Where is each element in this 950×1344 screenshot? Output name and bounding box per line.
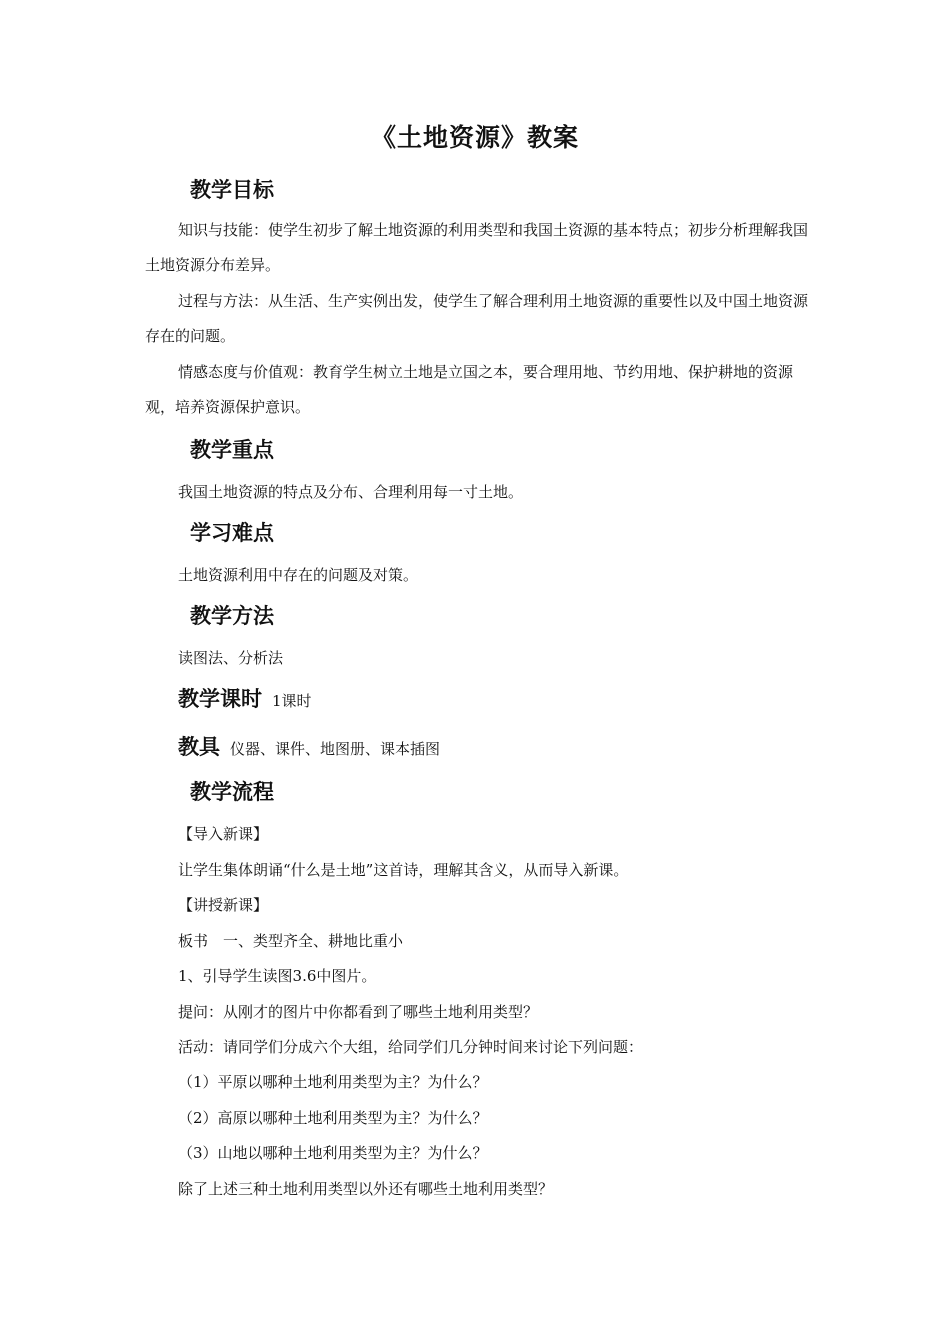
heading-key-points: 教学重点 <box>190 438 274 462</box>
flow-q1: （1）平原以哪种土地利用类型为主？为什么？ <box>178 1073 488 1091</box>
heading-objectives: 教学目标 <box>190 178 274 202</box>
objective-knowledge: 知识与技能：使学生初步了解土地资源的利用类型和我国土资源的基本特点；初步分析理解我国土地资源分布差异。 <box>145 221 809 274</box>
heading-hours <box>178 683 312 713</box>
flow-activity: 活动：请同学们分成六个大组，给同学们几分钟时间来讨论下列问题： <box>178 1038 644 1056</box>
flow-extra: 除了上述三种土地利用类型以外还有哪些土地利用类型？ <box>178 1180 554 1198</box>
tools-text: 仪器、课件、地图册、课本插图 <box>230 740 441 758</box>
flow-q2: （2）高原以哪种土地利用类型为主？为什么？ <box>178 1109 488 1127</box>
flow-board: 板书 一、类型齐全、耕地比重小 <box>178 932 404 950</box>
flow-question: 提问：从刚才的图片中你都看到了哪些土地利用类型？ <box>178 1003 539 1021</box>
hours-label: 教学课时 <box>178 687 262 711</box>
heading-methods: 教学方法 <box>190 604 274 628</box>
objective-values: 情感态度与价值观：教育学生树立土地是立国之本，要合理用地、节约用地、保护耕地的资源观，培养资源保护意识。 <box>145 363 794 416</box>
methods-text: 读图法、分析法 <box>178 649 284 667</box>
difficulties-text: 土地资源利用中存在的问题及对策。 <box>178 566 419 584</box>
flow-step1: 1、引导学生读图3.6中图片。 <box>178 967 377 985</box>
objective-process: 过程与方法：从生活、生产实例出发，使学生了解合理利用土地资源的重要性以及中国土地资源存在的问题。 <box>145 292 809 345</box>
flow-intro-label: 【导入新课】 <box>178 825 269 843</box>
heading-tools <box>178 731 440 761</box>
heading-difficulties: 学习难点 <box>190 521 274 545</box>
flow-intro-text: 让学生集体朗诵“什么是土地”这首诗，理解其含义，从而导入新课。 <box>178 861 629 879</box>
tools-label: 教具 <box>178 735 220 759</box>
hours-text: 1课时 <box>272 692 312 710</box>
flow-new-label: 【讲授新课】 <box>178 896 269 914</box>
heading-flow: 教学流程 <box>190 780 274 804</box>
key-points-text: 我国土地资源的特点及分布、合理利用每一寸土地。 <box>178 483 524 501</box>
flow-q3: （3）山地以哪种土地利用类型为主？为什么？ <box>178 1144 488 1162</box>
document-title: 《土地资源》教案 <box>370 123 579 152</box>
